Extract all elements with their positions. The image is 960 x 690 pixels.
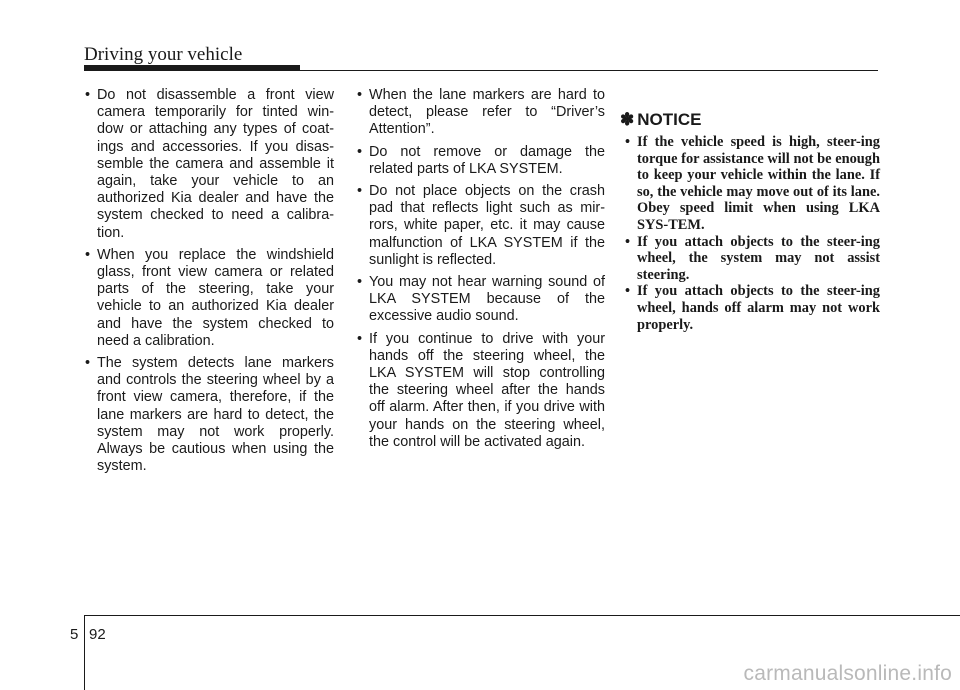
- notice-item: • If you attach objects to the steer-ing wheel, the system may not assist steering.: [620, 234, 880, 284]
- notice-item: • If the vehicle speed is high, steer-ing torque for assistance will not be enough to keep your vehicle within the lane. If so, the vehicle may move out of its lane. Obey speed limit when using LKA SYS-TEM.: [620, 134, 880, 234]
- watermark: carmanualsonline.info: [743, 662, 952, 685]
- page-header-title: Driving your vehicle: [84, 44, 243, 65]
- footer-rule: [84, 615, 960, 616]
- bullet-list-middle: [352, 87, 605, 451]
- list-item: • Do not disassemble a front view camera temporarily for tinted win-dow or attaching any types of coat-ings and accessories. If you disas-semble the camera and assemble it again, take your vehicle to an authorized Kia dealer and have the system checked to need a calibra-tion.: [80, 87, 334, 242]
- header-rule-thin: [300, 70, 878, 71]
- notice-item: • If you attach objects to the steer-ing wheel, hands off alarm may not work properly.: [620, 283, 880, 333]
- list-item: • Do not remove or damage the related parts of LKA SYSTEM.: [352, 144, 605, 178]
- page-number: 92: [89, 626, 106, 643]
- notice-list: [620, 134, 880, 333]
- notice-title: NOTICE: [637, 110, 702, 129]
- list-item: • You may not hear warning sound of LKA SYSTEM because of the excessive audio sound.: [352, 274, 605, 326]
- footer-divider: [84, 616, 85, 690]
- list-item: • When the lane markers are hard to detect, please refer to “Driver’s Attention”.: [352, 87, 605, 139]
- column-middle: [352, 87, 605, 456]
- chapter-number: 5: [70, 626, 79, 643]
- notice-heading: [620, 110, 880, 130]
- header-rule-thick: [84, 65, 300, 71]
- list-item: • The system detects lane markers and controls the steering wheel by a front view camera, therefore, if the lane markers are hard to detect, the system may not work properly. Always be cautious when using the system.: [80, 355, 334, 475]
- notice-box: [620, 87, 880, 333]
- column-left: [80, 87, 334, 480]
- list-item: • When you replace the windshield glass, front view camera or related parts of the steering, take your vehicle to an authorized Kia dealer and have the system checked to need a calibration.: [80, 247, 334, 350]
- list-item: • If you continue to drive with your hands off the steering wheel, the LKA SYSTEM will stop controlling the steering wheel after the hands off alarm. After then, if you drive with your hands on the steering wheel, the control will be activated again.: [352, 331, 605, 451]
- bullet-list-left: [80, 87, 334, 475]
- list-item: • Do not place objects on the crash pad that reflects light such as mir-rors, white paper, etc. it may cause malfunction of LKA SYSTEM if the sunlight is reflected.: [352, 183, 605, 269]
- notice-asterisk-icon: ✽: [620, 110, 635, 129]
